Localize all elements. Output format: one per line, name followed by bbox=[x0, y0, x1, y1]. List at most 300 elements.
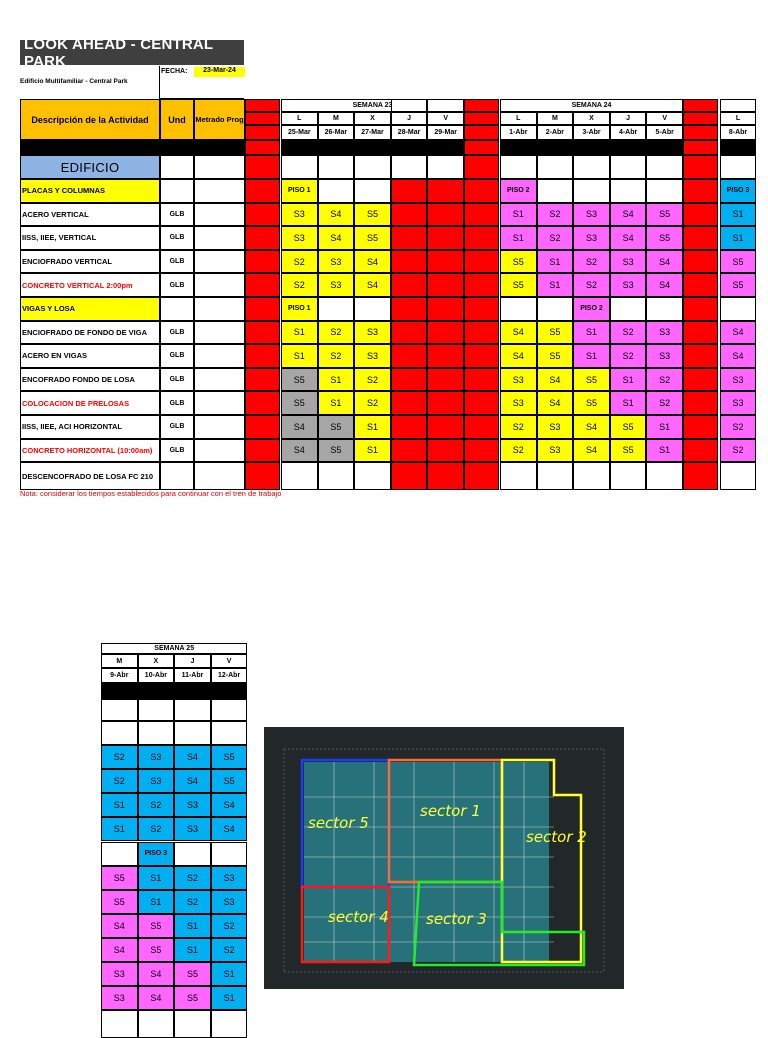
metrado-6 bbox=[194, 321, 245, 345]
w25-r10-c4: S1 bbox=[211, 962, 248, 986]
date-w23-1: 26-Mar bbox=[318, 125, 355, 140]
w23-r2-c4 bbox=[427, 226, 464, 250]
metrado-12 bbox=[194, 462, 245, 490]
sep-a-r3 bbox=[245, 250, 280, 274]
w25-r9-c4: S2 bbox=[211, 938, 248, 962]
w23-r1-c0: S3 bbox=[281, 203, 318, 227]
fecha-value: 23-Mar-24 bbox=[194, 67, 245, 77]
activity-12: DESCENCOFRADO DE LOSA FC 210 bbox=[20, 462, 160, 490]
w25-date-3: 11-Abr bbox=[174, 668, 211, 683]
w25-sec-3 bbox=[174, 699, 211, 721]
w23-r0-c4 bbox=[427, 179, 464, 203]
sep-b-r6 bbox=[464, 321, 499, 345]
w24-r8-c1: S4 bbox=[537, 368, 574, 392]
sep-c-r8 bbox=[683, 368, 718, 392]
black-w23-1 bbox=[318, 140, 355, 155]
w25-r6-c0: S4 bbox=[720, 321, 756, 345]
w25-r10-c3: S5 bbox=[174, 962, 211, 986]
date-w23-4: 29-Mar bbox=[427, 125, 464, 140]
w24-r4-c4: S4 bbox=[646, 273, 683, 297]
day-w24-3: J bbox=[610, 112, 647, 125]
fecha-box bbox=[159, 66, 244, 99]
metrado-11 bbox=[194, 439, 245, 463]
w24-r5-c1 bbox=[537, 297, 574, 321]
w23-r5-c0: PISO 1 bbox=[281, 297, 318, 321]
w24-r3-c3: S3 bbox=[610, 250, 647, 274]
day-w25-0: L bbox=[720, 112, 756, 125]
w25-r9-c3: S1 bbox=[174, 938, 211, 962]
fecha-label: FECHA: bbox=[161, 68, 188, 75]
w23-r9-c1: S1 bbox=[318, 391, 355, 415]
w25-r4-c2: S2 bbox=[138, 817, 175, 841]
w25-r1-c2: S3 bbox=[138, 745, 175, 769]
week-label-w24: SEMANA 24 bbox=[500, 99, 683, 112]
black-w24-1 bbox=[537, 140, 574, 155]
w23-r1-c3 bbox=[391, 203, 428, 227]
w24-r6-c1: S5 bbox=[537, 321, 574, 345]
w25-r12-c2 bbox=[138, 1010, 175, 1038]
w23-r7-c1: S2 bbox=[318, 344, 355, 368]
w23-r0-c1 bbox=[318, 179, 355, 203]
sep-c-r6 bbox=[683, 321, 718, 345]
w24-r7-c4: S3 bbox=[646, 344, 683, 368]
sep-c-h2 bbox=[683, 112, 718, 125]
w24-r6-c3: S2 bbox=[610, 321, 647, 345]
w25-r11-c4: S1 bbox=[211, 986, 248, 1010]
w24-r3-c4: S4 bbox=[646, 250, 683, 274]
w24-r11-c3: S5 bbox=[610, 439, 647, 463]
w25-r0-c1 bbox=[101, 721, 138, 745]
section-edificio: EDIFICIO bbox=[20, 155, 160, 179]
week-label-w23: SEMANA 23 bbox=[281, 99, 464, 112]
sec-w23-4 bbox=[427, 155, 464, 179]
date-w24-1: 2-Abr bbox=[537, 125, 574, 140]
sep-a-h4 bbox=[245, 140, 280, 155]
w25-r10-c1: S3 bbox=[101, 962, 138, 986]
w25-r2-c1: S2 bbox=[101, 769, 138, 793]
w23-r12-c4 bbox=[427, 462, 464, 490]
w24-r2-c4: S5 bbox=[646, 226, 683, 250]
und-4: GLB bbox=[160, 273, 194, 297]
w23-r8-c2: S2 bbox=[354, 368, 391, 392]
w25-sec-2 bbox=[138, 699, 175, 721]
w25-r1-c1: S2 bbox=[101, 745, 138, 769]
w25-r9-c1: S4 bbox=[101, 938, 138, 962]
sep-c-r0 bbox=[683, 179, 718, 203]
w24-r10-c0: S2 bbox=[500, 415, 537, 439]
w24-r2-c1: S2 bbox=[537, 226, 574, 250]
date-w23-2: 27-Mar bbox=[354, 125, 391, 140]
sep-c-r2 bbox=[683, 226, 718, 250]
w23-r12-c2 bbox=[354, 462, 391, 490]
und-3: GLB bbox=[160, 250, 194, 274]
w23-h-red-4 bbox=[427, 99, 464, 112]
sep-b-r10 bbox=[464, 415, 499, 439]
w25-sec-4 bbox=[211, 699, 248, 721]
w23-r4-c4 bbox=[427, 273, 464, 297]
sep-b-r7 bbox=[464, 344, 499, 368]
w24-r0-c0: PISO 2 bbox=[500, 179, 537, 203]
w25-r2-c0: S1 bbox=[720, 226, 756, 250]
sep-c-r4 bbox=[683, 273, 718, 297]
w25-r10-c0: S2 bbox=[720, 415, 756, 439]
day-w24-1: M bbox=[537, 112, 574, 125]
day-w23-2: X bbox=[354, 112, 391, 125]
w24-r7-c1: S5 bbox=[537, 344, 574, 368]
sec-w25-0 bbox=[720, 155, 756, 179]
w24-r5-c0 bbox=[500, 297, 537, 321]
w23-r10-c2: S1 bbox=[354, 415, 391, 439]
w25-r2-c2: S3 bbox=[138, 769, 175, 793]
w24-r1-c0: S1 bbox=[500, 203, 537, 227]
w23-r3-c2: S4 bbox=[354, 250, 391, 274]
footnote: Nota: considerar los tiempos establecidos para continuar con el tren de trabajo bbox=[20, 489, 282, 498]
und-1: GLB bbox=[160, 203, 194, 227]
w25-date-1: 9-Abr bbox=[101, 668, 138, 683]
w24-r11-c2: S4 bbox=[573, 439, 610, 463]
w25-r3-c2: S2 bbox=[138, 793, 175, 817]
w25-r2-c3: S4 bbox=[174, 769, 211, 793]
header-black-bar bbox=[20, 140, 245, 155]
w23-r2-c2: S5 bbox=[354, 226, 391, 250]
activity-11: CONCRETO HORIZONTAL (10:00am) bbox=[20, 439, 160, 463]
w25-day-3: J bbox=[174, 654, 211, 668]
w25-r3-c0: S5 bbox=[720, 250, 756, 274]
sep-a-h1 bbox=[245, 99, 280, 112]
metrado-8 bbox=[194, 368, 245, 392]
w25-r11-c2: S4 bbox=[138, 986, 175, 1010]
date-w24-3: 4-Abr bbox=[610, 125, 647, 140]
sep-a-r0 bbox=[245, 179, 280, 203]
w25-r5-c2: PISO 3 bbox=[138, 842, 175, 866]
header-descripcion: Descripción de la Actividad bbox=[20, 99, 160, 140]
w23-r1-c2: S5 bbox=[354, 203, 391, 227]
w23-r10-c1: S5 bbox=[318, 415, 355, 439]
sec-w24-0 bbox=[500, 155, 537, 179]
w23-r11-c2: S1 bbox=[354, 439, 391, 463]
floor-plan-drawing bbox=[264, 727, 624, 989]
w24-r3-c1: S1 bbox=[537, 250, 574, 274]
w24-r7-c3: S2 bbox=[610, 344, 647, 368]
day-w23-0: L bbox=[281, 112, 318, 125]
activity-10: IISS, IIEE, ACI HORIZONTAL bbox=[20, 415, 160, 439]
sep-b-h4 bbox=[464, 140, 499, 155]
activity-9: COLOCACION DE PRELOSAS bbox=[20, 391, 160, 415]
black-w24-2 bbox=[573, 140, 610, 155]
w25-black-1 bbox=[101, 683, 138, 699]
w23-r0-c3 bbox=[391, 179, 428, 203]
w24-r12-c4 bbox=[646, 462, 683, 490]
metrado-3 bbox=[194, 250, 245, 274]
activity-8: ENCOFRADO FONDO DE LOSA bbox=[20, 368, 160, 392]
sep-b-h3 bbox=[464, 125, 499, 140]
w25-r4-c1: S1 bbox=[101, 817, 138, 841]
w24-r7-c0: S4 bbox=[500, 344, 537, 368]
w25-r8-c2: S5 bbox=[138, 914, 175, 938]
header-und: Und bbox=[160, 99, 194, 140]
w24-r9-c4: S2 bbox=[646, 391, 683, 415]
w24-r10-c4: S1 bbox=[646, 415, 683, 439]
sep-b-r4 bbox=[464, 273, 499, 297]
w25-black-3 bbox=[174, 683, 211, 699]
w25-r0-c3 bbox=[174, 721, 211, 745]
w25-r7-c1: S5 bbox=[101, 890, 138, 914]
w25-r0-c0: PISO 3 bbox=[720, 179, 756, 203]
w24-r4-c2: S2 bbox=[573, 273, 610, 297]
w23-r1-c1: S4 bbox=[318, 203, 355, 227]
w23-r11-c0: S4 bbox=[281, 439, 318, 463]
w25-r4-c0: S5 bbox=[720, 273, 756, 297]
w23-r9-c3 bbox=[391, 391, 428, 415]
w24-r3-c2: S2 bbox=[573, 250, 610, 274]
w24-r0-c2 bbox=[573, 179, 610, 203]
metrado-10 bbox=[194, 415, 245, 439]
und-11: GLB bbox=[160, 439, 194, 463]
w25-r8-c4: S2 bbox=[211, 914, 248, 938]
sep-b-r12 bbox=[464, 462, 499, 490]
w23-r12-c3 bbox=[391, 462, 428, 490]
w23-r10-c3 bbox=[391, 415, 428, 439]
w23-r4-c0: S2 bbox=[281, 273, 318, 297]
sector4-label: sector 4 bbox=[328, 908, 389, 926]
w25-r8-c3: S1 bbox=[174, 914, 211, 938]
w25-r0-c4 bbox=[211, 721, 248, 745]
sec-w23-1 bbox=[318, 155, 355, 179]
w25-r4-c3: S3 bbox=[174, 817, 211, 841]
w24-r12-c2 bbox=[573, 462, 610, 490]
w23-r0-c2 bbox=[354, 179, 391, 203]
page-title: LOOK AHEAD - CENTRAL PARK bbox=[20, 40, 244, 65]
w23-r8-c0: S5 bbox=[281, 368, 318, 392]
w25-r5-c0 bbox=[720, 297, 756, 321]
w23-r7-c4 bbox=[427, 344, 464, 368]
black-w24-0 bbox=[500, 140, 537, 155]
w25-black-4 bbox=[211, 683, 248, 699]
project-subtitle: Edificio Multifamiliar - Central Park bbox=[20, 78, 128, 85]
und-10: GLB bbox=[160, 415, 194, 439]
w25-r1-c4: S5 bbox=[211, 745, 248, 769]
w23-r11-c3 bbox=[391, 439, 428, 463]
sep-a-r12 bbox=[245, 462, 280, 490]
w24-r12-c3 bbox=[610, 462, 647, 490]
sec-w24-1 bbox=[537, 155, 574, 179]
w23-r5-c3 bbox=[391, 297, 428, 321]
w24-r2-c2: S3 bbox=[573, 226, 610, 250]
w23-r9-c4 bbox=[427, 391, 464, 415]
sep-b-r3 bbox=[464, 250, 499, 274]
black-w23-0 bbox=[281, 140, 318, 155]
date-w24-0: 1-Abr bbox=[500, 125, 537, 140]
w24-r8-c2: S5 bbox=[573, 368, 610, 392]
und-5 bbox=[160, 297, 194, 321]
w23-r12-c1 bbox=[318, 462, 355, 490]
w24-r6-c4: S3 bbox=[646, 321, 683, 345]
w23-r9-c2: S2 bbox=[354, 391, 391, 415]
w24-r12-c0 bbox=[500, 462, 537, 490]
w25-r6-c2: S1 bbox=[138, 866, 175, 890]
activity-1: ACERO VERTICAL bbox=[20, 203, 160, 227]
w24-r1-c4: S5 bbox=[646, 203, 683, 227]
w25-r10-c2: S4 bbox=[138, 962, 175, 986]
sep-c-r10 bbox=[683, 415, 718, 439]
w24-r9-c2: S5 bbox=[573, 391, 610, 415]
w23-r10-c0: S4 bbox=[281, 415, 318, 439]
w25-day-4: V bbox=[211, 654, 248, 668]
activity-5: VIGAS Y LOSA bbox=[20, 297, 160, 321]
date-w23-0: 25-Mar bbox=[281, 125, 318, 140]
w23-r3-c1: S3 bbox=[318, 250, 355, 274]
sec-w24-3 bbox=[610, 155, 647, 179]
w24-r10-c3: S5 bbox=[610, 415, 647, 439]
w23-r7-c3 bbox=[391, 344, 428, 368]
sep-c-h3 bbox=[683, 125, 718, 140]
w23-r7-c0: S1 bbox=[281, 344, 318, 368]
w23-r6-c0: S1 bbox=[281, 321, 318, 345]
black-w23-2 bbox=[354, 140, 391, 155]
sec-w23-3 bbox=[391, 155, 428, 179]
w23-r4-c3 bbox=[391, 273, 428, 297]
sep-a-r4 bbox=[245, 273, 280, 297]
w23-r10-c4 bbox=[427, 415, 464, 439]
activity-3: ENCIOFRADO VERTICAL bbox=[20, 250, 160, 274]
sep-a-r8 bbox=[245, 368, 280, 392]
w25-r5-c4 bbox=[211, 842, 248, 866]
metrado-1 bbox=[194, 203, 245, 227]
w25-r12-c4 bbox=[211, 1010, 248, 1038]
w24-r3-c0: S5 bbox=[500, 250, 537, 274]
w25-r1-c0: S1 bbox=[720, 203, 756, 227]
w24-r9-c1: S4 bbox=[537, 391, 574, 415]
w23-r8-c4 bbox=[427, 368, 464, 392]
w24-r11-c4: S1 bbox=[646, 439, 683, 463]
w25-date-2: 10-Abr bbox=[138, 668, 175, 683]
w24-r2-c0: S1 bbox=[500, 226, 537, 250]
w23-r8-c3 bbox=[391, 368, 428, 392]
w25-day-1: M bbox=[101, 654, 138, 668]
w23-r6-c1: S2 bbox=[318, 321, 355, 345]
day-w24-2: X bbox=[573, 112, 610, 125]
w24-r4-c3: S3 bbox=[610, 273, 647, 297]
activity-2: IISS, IIEE, VERTICAL bbox=[20, 226, 160, 250]
section-und bbox=[160, 155, 194, 179]
w23-r6-c3 bbox=[391, 321, 428, 345]
w24-r1-c1: S2 bbox=[537, 203, 574, 227]
w25-r5-c3 bbox=[174, 842, 211, 866]
w25-r5-c1 bbox=[101, 842, 138, 866]
w24-r0-c4 bbox=[646, 179, 683, 203]
sep-c-r1 bbox=[683, 203, 718, 227]
sep-a-h2 bbox=[245, 112, 280, 125]
sep-a-r11 bbox=[245, 439, 280, 463]
w25-date-4: 12-Abr bbox=[211, 668, 248, 683]
sector3-label: sector 3 bbox=[426, 910, 487, 928]
header-metrado: Metrado Prog bbox=[194, 99, 245, 140]
w24-r5-c3 bbox=[610, 297, 647, 321]
sec-w23-2 bbox=[354, 155, 391, 179]
und-0 bbox=[160, 179, 194, 203]
w25-r3-c4: S4 bbox=[211, 793, 248, 817]
und-2: GLB bbox=[160, 226, 194, 250]
metrado-5 bbox=[194, 297, 245, 321]
day-w23-3: J bbox=[391, 112, 428, 125]
w24-r10-c2: S4 bbox=[573, 415, 610, 439]
w25-r3-c3: S3 bbox=[174, 793, 211, 817]
w24-r11-c0: S2 bbox=[500, 439, 537, 463]
w25-r9-c0: S3 bbox=[720, 391, 756, 415]
metrado-0 bbox=[194, 179, 245, 203]
w25-black-2 bbox=[138, 683, 175, 699]
sep-a-h3 bbox=[245, 125, 280, 140]
w23-r8-c1: S1 bbox=[318, 368, 355, 392]
w25-sec-1 bbox=[101, 699, 138, 721]
sep-a-r2 bbox=[245, 226, 280, 250]
date-w24-2: 3-Abr bbox=[573, 125, 610, 140]
w24-r0-c3 bbox=[610, 179, 647, 203]
sep-b-h1 bbox=[464, 99, 499, 112]
black-w24-3 bbox=[610, 140, 647, 155]
sep-c-h4 bbox=[683, 140, 718, 155]
w25-week-label: SEMANA 25 bbox=[101, 643, 247, 654]
sep-a-r10 bbox=[245, 415, 280, 439]
w24-r5-c4 bbox=[646, 297, 683, 321]
w25-r6-c4: S3 bbox=[211, 866, 248, 890]
w25-r1-c3: S4 bbox=[174, 745, 211, 769]
metrado-4 bbox=[194, 273, 245, 297]
sep-c-h1 bbox=[683, 99, 718, 112]
sec-w23-0 bbox=[281, 155, 318, 179]
week25-label-partial bbox=[720, 99, 756, 112]
w23-r6-c2: S3 bbox=[354, 321, 391, 345]
sep-c-r3 bbox=[683, 250, 718, 274]
day-w24-0: L bbox=[500, 112, 537, 125]
day-w23-1: M bbox=[318, 112, 355, 125]
w25-day-2: X bbox=[138, 654, 175, 668]
w23-r9-c0: S5 bbox=[281, 391, 318, 415]
w25-r7-c0: S4 bbox=[720, 344, 756, 368]
w25-r7-c2: S1 bbox=[138, 890, 175, 914]
w24-r10-c1: S3 bbox=[537, 415, 574, 439]
sector5-label: sector 5 bbox=[308, 814, 369, 832]
black-w24-4 bbox=[646, 140, 683, 155]
metrado-9 bbox=[194, 391, 245, 415]
w23-r2-c0: S3 bbox=[281, 226, 318, 250]
w24-r8-c4: S2 bbox=[646, 368, 683, 392]
w23-r1-c4 bbox=[427, 203, 464, 227]
sep-a-r5 bbox=[245, 297, 280, 321]
metrado-7 bbox=[194, 344, 245, 368]
und-9: GLB bbox=[160, 391, 194, 415]
sep-c-r12 bbox=[683, 462, 718, 490]
w24-r11-c1: S3 bbox=[537, 439, 574, 463]
w25-r7-c4: S3 bbox=[211, 890, 248, 914]
w23-r5-c2 bbox=[354, 297, 391, 321]
sep-b-h2 bbox=[464, 112, 499, 125]
sep-c-sec bbox=[683, 155, 718, 179]
w23-r6-c4 bbox=[427, 321, 464, 345]
w25-r11-c3: S5 bbox=[174, 986, 211, 1010]
day-w23-4: V bbox=[427, 112, 464, 125]
date-w24-4: 5-Abr bbox=[646, 125, 683, 140]
w23-r5-c4 bbox=[427, 297, 464, 321]
w25-r12-c3 bbox=[174, 1010, 211, 1038]
sep-b-r0 bbox=[464, 179, 499, 203]
w24-r6-c2: S1 bbox=[573, 321, 610, 345]
day-w24-4: V bbox=[646, 112, 683, 125]
w24-r4-c0: S5 bbox=[500, 273, 537, 297]
w25-r8-c1: S4 bbox=[101, 914, 138, 938]
black-w23-3 bbox=[391, 140, 428, 155]
activity-6: ENCIOFRADO DE FONDO DE VIGA bbox=[20, 321, 160, 345]
